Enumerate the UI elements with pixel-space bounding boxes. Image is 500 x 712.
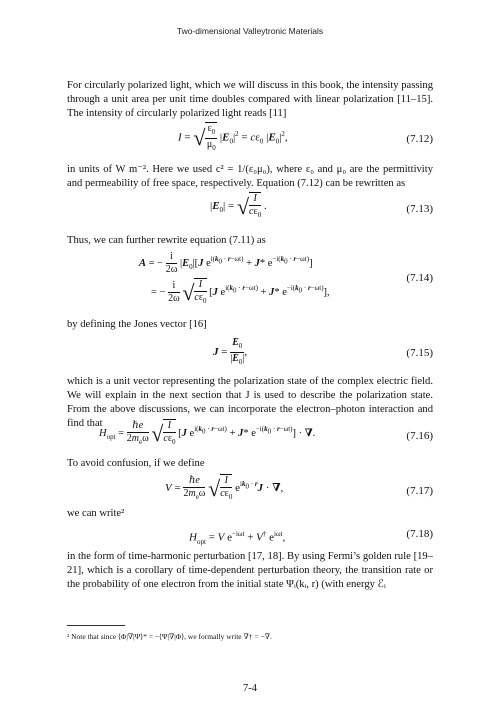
equation-number: (7.13)	[406, 203, 433, 215]
equation-7-13-body: $|E_0|$ = √ $\frac{I}{c\varepsilon_0}$ .	[210, 193, 267, 219]
equation-7-17-body: V = $\frac{\text{ℏe}}{2m_e\omega}$ √ $\frac{I}{c\varepsilon_0}$ $e^{ik_0 \cdot r}J$ · ∇,	[165, 474, 284, 501]
footnote: ² Note that since ⟨Φ|∇|Ψ⟩* = −⟨Ψ|∇|Φ⟩, we formally write ∇† = −∇.	[67, 632, 272, 641]
equation-number: (7.14)	[406, 272, 433, 284]
equation-number: (7.18)	[406, 528, 433, 540]
running-header: Two-dimensional Valleytronic Materials	[176, 26, 324, 36]
paragraph-write: we can write²	[67, 508, 125, 519]
equation-7-18	[67, 527, 433, 546]
equation-7-14	[67, 251, 433, 311]
equation-7-15-body: J = $\frac{E_0}{|E_0|}$ ,	[213, 337, 248, 366]
equation-7-16-body: $H_{opt}$ = $\frac{\text{ℏe}}{2m_e\omega}$ √ $\frac{I}{c\varepsilon_0}$ [J $e^{i(k_0 \cdot r-\omega t)} + J*$ $e^{-i(k_0 \cdot r-\omega t)}$] · ∇.	[99, 419, 316, 446]
equation-7-15	[67, 337, 433, 369]
equation-7-14-line-2: = − $\frac{i}{2\omega}$ √ $\frac{I}{c\varepsilon_0}$ [J $e^{i(k_0 \cdot r-\omega t)} + J*$ $e^{-i(k_0 \cdot r-\omega t)}$],	[151, 279, 330, 305]
paragraph-units: in units of W m⁻². Here we used c² = 1/(ε₀μ₀), where ε₀ and μ₀ are the permittivity and permeability of free space, respectively. Equation (7.12) can be rewritten as	[67, 164, 433, 190]
paragraph-unit-vector: which is a unit vector representing the polarization state of the complex electric field. We will explain in the next section that J is used to describe the polarization state. From the above discussions, we can incorporate the electron–photon interaction and find that	[67, 376, 433, 430]
equation-7-17	[67, 474, 433, 508]
equation-7-14-line-1: A = − $\frac{i}{2\omega}$ $|E_0|[J$ $e^{i(k_0 \cdot r-\omega t)} + J*$ $e^{-i(k_0 \cdot r-\omega t)}$]	[139, 251, 313, 275]
paragraph-fermi: in the form of time-harmonic perturbation [17, 18]. By using Fermi’s golden rule [19–21], which is a corollary of time-dependent perturbation theory, the transition rate or the probability of one electron from the initial state Ψᵢ(kᵢ, r) (with energy ℰᵢ	[67, 551, 433, 591]
equation-7-16	[67, 419, 433, 453]
paragraph-define: To avoid confusion, if we define	[67, 458, 205, 469]
page-number: 7-4	[243, 683, 257, 694]
equation-number: (7.15)	[406, 347, 433, 359]
equation-number: (7.17)	[406, 485, 433, 497]
paragraph-jones: by defining the Jones vector [16]	[67, 319, 207, 330]
equation-number: (7.16)	[406, 430, 433, 442]
paragraph-intensity-intro: For circularly polarized light, which we will discuss in this book, the intensity passing through a unit area per unit time doubles compared with linear polarization [11–15]. The intensity of circularly polarized light reads [11]	[67, 80, 433, 120]
paragraph-rewrite: Thus, we can further rewrite equation (7.11) as	[67, 235, 266, 246]
equation-7-12	[67, 122, 433, 156]
equation-number: (7.12)	[406, 133, 433, 145]
equation-7-18-body: $H_{opt} = V$ $e^{-i\omega t} + V^\dagger$ $e^{i\omega t}$,	[189, 530, 286, 546]
footnote-divider	[67, 625, 125, 626]
equation-7-12-body: I = √ $\frac{\varepsilon_0}{\mu_0}$ $|E_0|^2 = c\varepsilon_0$ $|E_0|^2$,	[178, 123, 288, 152]
equation-7-13	[67, 192, 433, 224]
